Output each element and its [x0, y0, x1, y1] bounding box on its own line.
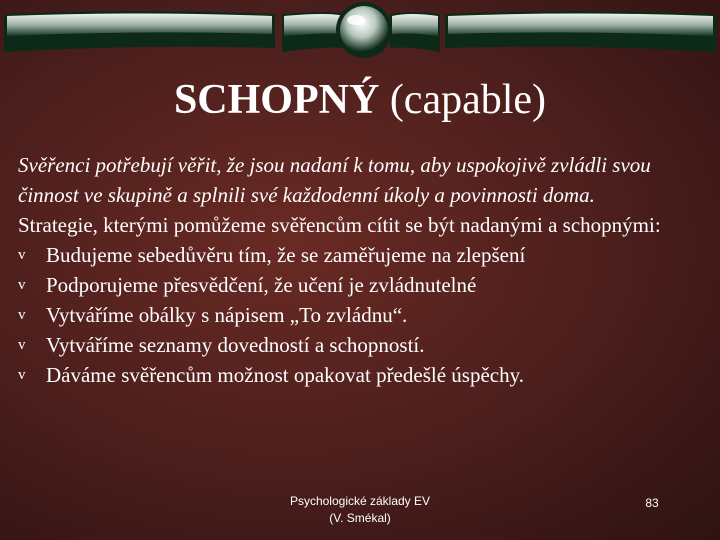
footer [260, 493, 460, 527]
header-bar-right [445, 11, 716, 52]
bullet-text: Vytváříme seznamy dovedností a schopností. [46, 333, 425, 357]
bullet-text: Budujeme sebedůvěru tím, že se zaměřujeme na zlepšení [46, 243, 526, 267]
slide-body [18, 150, 708, 390]
slide-title [0, 74, 720, 126]
bullet-icon: v [18, 367, 26, 383]
list-item [18, 240, 708, 270]
intro-paragraph: Svěřenci potřebují věřit, že jsou nadaní k tomu, aby uspokojivě zvládli svou činnost ve skupině a splnili své každodenní úkoly a povinnosti doma. [18, 153, 651, 207]
bullet-text: Vytváříme obálky s nápisem „To zvládnu“. [46, 303, 408, 327]
page-number: 83 [645, 496, 659, 510]
list-item [18, 300, 708, 330]
list-item [18, 330, 708, 360]
header-decoration [0, 0, 720, 60]
header-bar-left [4, 11, 275, 52]
bullet-icon: v [18, 307, 26, 323]
bullet-text: Dáváme svěřencům možnost opakovat předešlé úspěchy. [46, 363, 524, 387]
bullet-icon: v [18, 247, 26, 263]
bullet-text: Podporujeme přesvědčení, že učení je zvládnutelné [46, 273, 477, 297]
footer-line-2: (V. Smékal) [329, 511, 391, 525]
title-main: SCHOPNÝ [173, 77, 380, 123]
list-item [18, 270, 708, 300]
footer-line-1: Psychologické základy EV [289, 494, 431, 508]
bullet-list [18, 240, 708, 390]
title-paren: (capable) [389, 77, 547, 123]
strategies-paragraph: Strategie, kterými pomůžeme svěřencům cítit se být nadanými a schopnými: [18, 213, 661, 237]
list-item [18, 360, 708, 390]
header-orb-icon [336, 2, 392, 58]
bullet-icon: v [18, 277, 26, 293]
bullet-icon: v [18, 337, 26, 353]
